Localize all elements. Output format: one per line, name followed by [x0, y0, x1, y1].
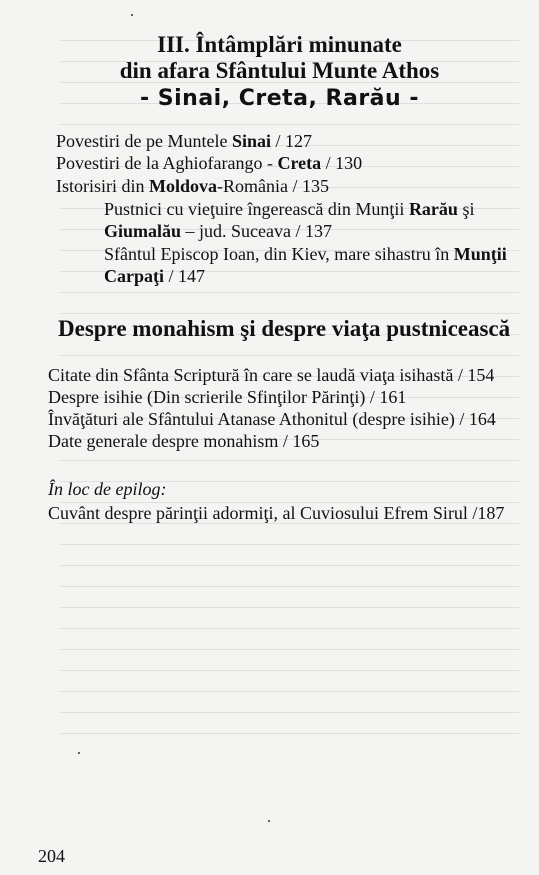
toc-entry-text: Povestiri de la Aghiofarango - [56, 153, 278, 173]
toc-entry: Despre isihie (Din scrierile Sfinţilor Părinţi) / 161 [48, 387, 407, 407]
toc-entry-text: Sfântul Episcop Ioan, din Kiev, mare sihastru în [104, 244, 454, 264]
toc-entry [104, 265, 205, 287]
toc-entry-page: şi [457, 199, 475, 219]
toc-entry-page: / 127 [271, 131, 313, 151]
epilog-entry: Cuvânt despre părinţii adormiţi, al Cuviosului Efrem Sirul /187 [48, 503, 505, 523]
toc-entry-text: Pustnici cu vieţuire îngerească din Munţii [104, 199, 409, 219]
speck [131, 14, 133, 16]
toc-entry [104, 198, 474, 220]
toc-entry [56, 175, 329, 197]
toc-entry-page: / 130 [321, 153, 363, 173]
toc-entry [104, 220, 332, 242]
toc-entry-page: / 147 [164, 266, 206, 286]
chapter-heading-line-2: din afara Sfântului Munte Athos [119, 58, 440, 83]
toc-entry [56, 152, 362, 174]
speck [78, 752, 80, 754]
toc-entry-bold: Creta [277, 153, 322, 173]
toc-entry-text: Istorisiri din [56, 176, 149, 196]
toc-entry: Date generale despre monahism / 165 [48, 431, 320, 451]
toc-entry-bold: Carpaţi [104, 266, 164, 286]
toc-entry: Citate din Sfânta Scriptură în care se laudă viaţa isihastă / 154 [48, 365, 495, 385]
toc-entry-bold: Rarău [408, 199, 458, 219]
chapter-heading-line-3: - Sinai, Creta, Rarău - [140, 86, 419, 111]
toc-entry [104, 243, 507, 265]
toc-entry-text: Povestiri de pe Muntele [56, 131, 232, 151]
page-number: 204 [38, 846, 65, 866]
toc-entry-page: -România / 135 [217, 176, 329, 196]
chapter-heading-line-1: III. Întâmplări minunate [157, 32, 402, 57]
toc-entry: Învăţături ale Sfântului Atanase Athonitul (despre isihie) / 164 [48, 409, 496, 429]
toc-entry-bold: Sinai [231, 131, 271, 151]
toc-entry-bold: Munţii [453, 244, 507, 264]
toc-entry-bold: Moldova [149, 176, 218, 196]
section-title: Despre monahism şi despre viaţa pustnicească [58, 316, 511, 341]
speck [268, 820, 270, 822]
toc-entry-bold: Giumalău [104, 221, 182, 241]
toc-entry-page: – jud. Suceava / 137 [181, 221, 333, 241]
toc-entry [56, 130, 312, 152]
epilog-label: În loc de epilog: [48, 479, 167, 499]
